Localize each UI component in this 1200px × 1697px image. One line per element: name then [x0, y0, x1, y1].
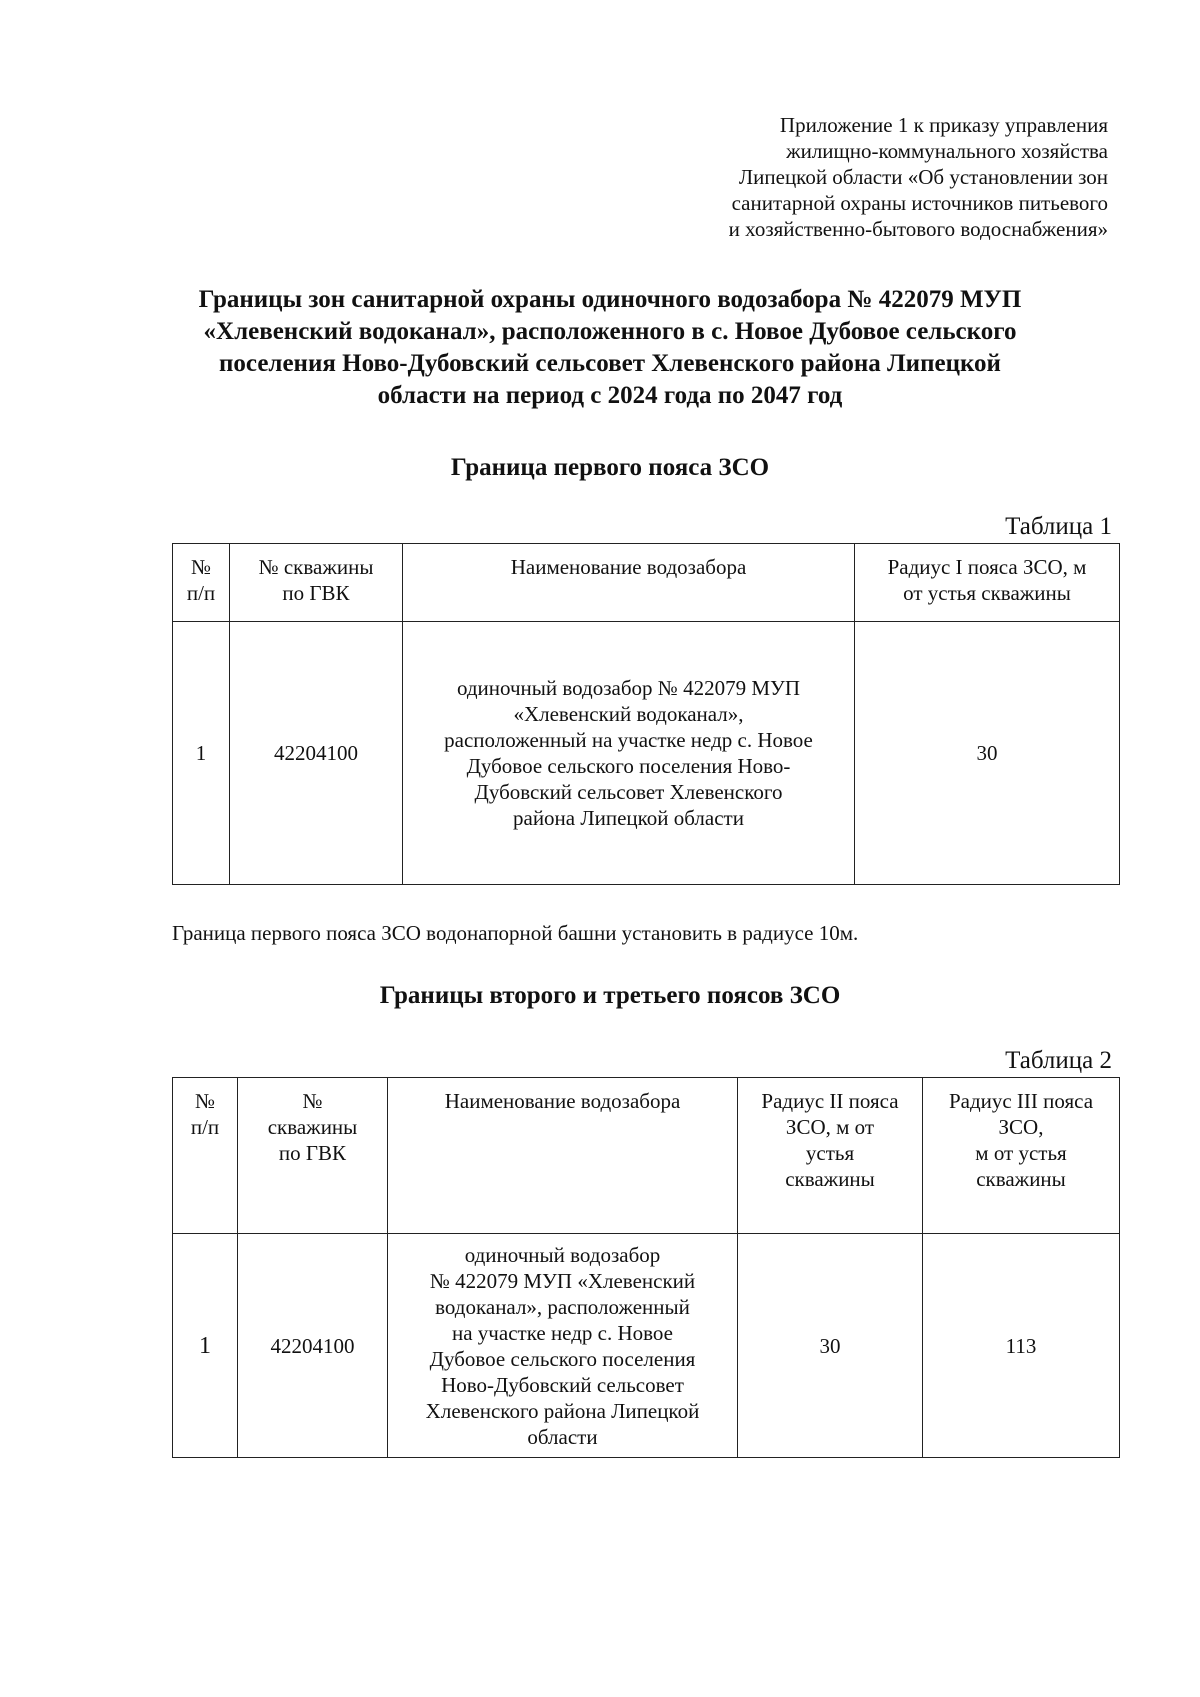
table2-header-radius2: Радиус II пояса ЗСО, м от устья скважины: [738, 1078, 923, 1234]
appendix-line: и хозяйственно-бытового водоснабжения»: [728, 217, 1108, 241]
table1-header-num: № п/п: [173, 544, 230, 622]
table1-cell-well: 42204100: [230, 622, 403, 885]
table2-cell-radius3: 113: [923, 1234, 1120, 1458]
table2-cell-radius2: 30: [738, 1234, 923, 1458]
table-row: [173, 1234, 1120, 1458]
table2-header-well: № скважины по ГВК: [238, 1078, 388, 1234]
table2-header-num: № п/п: [173, 1078, 238, 1234]
table2-header-row: [173, 1078, 1120, 1234]
title-line: поселения Ново-Дубовский сельсовет Хлевенского района Липецкой: [219, 350, 1001, 377]
table2-cell-num: 1: [173, 1234, 238, 1458]
appendix-line: Приложение 1 к приказу управления: [779, 113, 1108, 137]
table2: [172, 1077, 1120, 1458]
title-line: Границы зон санитарной охраны одиночного водозабора № 422079 МУП: [198, 286, 1022, 313]
table-row: [173, 622, 1120, 885]
title-line: области на период с 2024 года по 2047 год: [377, 382, 843, 409]
table1: [172, 543, 1120, 885]
appendix-note: [548, 112, 1108, 242]
table2-header-radius3: Радиус III пояса ЗСО, м от устья скважины: [923, 1078, 1120, 1234]
table1-header-radius1: Радиус I пояса ЗСО, м от устья скважины: [855, 544, 1120, 622]
document-title: [150, 284, 1070, 412]
table1-header-name: Наименование водозабора: [403, 544, 855, 622]
table2-header-name: Наименование водозабора: [388, 1078, 738, 1234]
table1-cell-num: 1: [173, 622, 230, 885]
table1-cell-name: одиночный водозабор № 422079 МУП «Хлевенский водоканал», расположенный на участке недр с. Новое Дубовое сельского поселения Ново- Дубовский сельсовет Хлевенского района Липецкой области: [403, 622, 855, 885]
table2-label: Таблица 2: [1005, 1047, 1112, 1074]
appendix-line: жилищно-коммунального хозяйства: [786, 139, 1108, 163]
table2-cell-name: одиночный водозабор № 422079 МУП «Хлевенский водоканал», расположенный на участке недр с. Новое Дубовое сельского поселения Ново-Дубовский сельсовет Хлевенского района Липецкой области: [388, 1234, 738, 1458]
appendix-line: Липецкой области «Об установлении зон: [738, 165, 1108, 189]
appendix-line: санитарной охраны источников питьевого: [731, 191, 1108, 215]
table2-cell-well: 42204100: [238, 1234, 388, 1458]
section2-heading: Границы второго и третьего поясов ЗСО: [379, 982, 841, 1009]
table1-header-well: № скважины по ГВК: [230, 544, 403, 622]
note-text: Граница первого пояса ЗСО водонапорной башни установить в радиусе 10м.: [172, 921, 859, 945]
section1-heading: Граница первого пояса ЗСО: [450, 454, 770, 481]
table1-label: Таблица 1: [1005, 513, 1112, 540]
table1-cell-radius1: 30: [855, 622, 1120, 885]
table1-header-row: [173, 544, 1120, 622]
title-line: «Хлевенский водоканал», расположенного в с. Новое Дубовое сельского: [203, 318, 1017, 345]
